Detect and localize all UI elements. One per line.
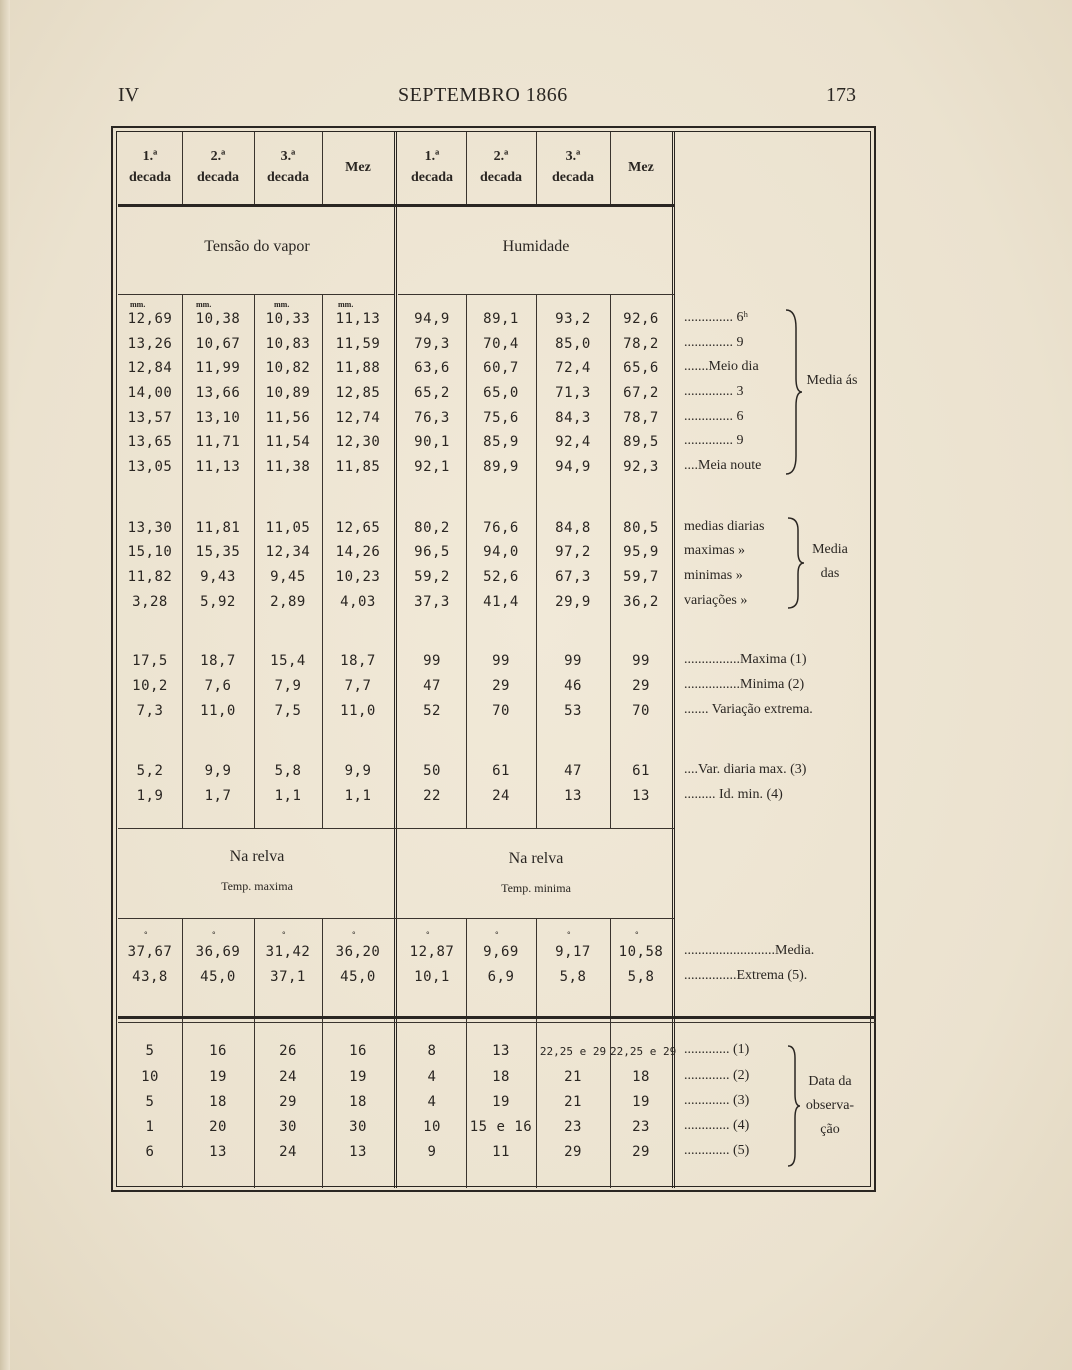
table-cell: 99 (564, 653, 582, 669)
row-label: ................Minima (2) (684, 677, 805, 692)
table-cell: 65,2 (414, 385, 450, 401)
brace-label-media-das: Media das (812, 542, 848, 581)
table-cell: 52 (423, 703, 441, 719)
table-cell: 5,8 (274, 763, 302, 779)
table-cell: 10,58 (618, 944, 664, 960)
section-rule-left (118, 294, 394, 295)
table-cell: 23 (564, 1119, 582, 1135)
table-cell: 29 (492, 678, 510, 694)
table-cell: 72,4 (555, 360, 591, 376)
table-cell: 60,7 (483, 360, 519, 376)
table-cell: 13,66 (195, 385, 241, 401)
table-cell: 36,2 (623, 594, 659, 610)
table-cell: 16 (209, 1043, 227, 1059)
section-subtitle-temp-maxima: Temp. maxima (221, 879, 293, 893)
degree-mark: ° (144, 930, 148, 940)
table-cell: 15 e 16 (469, 1119, 533, 1135)
row-label: ...............Extrema (5). (684, 968, 808, 983)
row-label: .............. 9 (684, 433, 744, 448)
table-cell: 7,7 (344, 678, 372, 694)
table-cell: 10,83 (265, 336, 311, 352)
table-cell: 6 (145, 1144, 155, 1160)
table-cell: 36,20 (335, 944, 381, 960)
table-cell: 7,5 (274, 703, 302, 719)
table-cell: 1,7 (204, 788, 232, 804)
table-cell: 18 (349, 1094, 367, 1110)
column-header-ordinal: 2.ª (493, 149, 509, 164)
row-label: ....Var. diaria max. (3) (684, 762, 807, 777)
table-cell: 9,9 (344, 763, 372, 779)
row-label: ....Meia noute (684, 458, 762, 473)
table-cell: 80,5 (623, 520, 659, 536)
table-cell: 75,6 (483, 410, 519, 426)
table-cell: 11,54 (265, 434, 311, 450)
table-cell: 5 (145, 1094, 155, 1110)
relva-bottom-rule (118, 918, 674, 919)
degree-mark: ° (495, 930, 499, 940)
table-cell: 9,43 (200, 569, 236, 585)
table-cell: 36,69 (195, 944, 241, 960)
table-cell: 41,4 (483, 594, 519, 610)
table-cell: 7,3 (136, 703, 164, 719)
section-title-humidade: Humidade (502, 238, 570, 255)
table-cell: 80,2 (414, 520, 450, 536)
degree-mark: ° (635, 930, 639, 940)
column-header-ordinal: 3.ª (280, 149, 296, 164)
table-cell: 13,05 (127, 459, 173, 475)
table-cell: 10,38 (195, 311, 241, 327)
table-cell: 30 (279, 1119, 297, 1135)
table-cell: 23 (632, 1119, 650, 1135)
table-cell: 85,9 (483, 434, 519, 450)
table-cell: 12,87 (409, 944, 455, 960)
table-cell: 92,4 (555, 434, 591, 450)
table-cell: 21 (564, 1069, 582, 1085)
column-header-ordinal: 2.ª (210, 149, 226, 164)
header-bottom-rule (118, 204, 674, 207)
table-cell: 13,65 (127, 434, 173, 450)
column-header-4: Mez (345, 160, 371, 175)
table-cell: 94,9 (414, 311, 450, 327)
table-cell: 99 (492, 653, 510, 669)
table-cell: 84,3 (555, 410, 591, 426)
section-subtitle-temp-minima: Temp. minima (501, 881, 571, 895)
table-cell: 5,92 (200, 594, 236, 610)
table-cell: 11,13 (335, 311, 381, 327)
table-cell: 84,8 (555, 520, 591, 536)
column-header-ordinal: 1.ª (424, 149, 440, 164)
table-cell: 11 (492, 1144, 510, 1160)
book-spine-shadow (0, 0, 10, 1370)
table-cell: 12,34 (265, 544, 311, 560)
table-cell: 29 (632, 678, 650, 694)
table-cell: 9,45 (270, 569, 306, 585)
table-cell: 10 (141, 1069, 159, 1085)
table-cell: 22,25 e 29 (610, 1045, 677, 1058)
table-cell: 11,0 (340, 703, 376, 719)
table-cell: 4,03 (340, 594, 376, 610)
row-label: minimas » (684, 568, 743, 583)
table-cell: 63,6 (414, 360, 450, 376)
row-label: variações » (684, 593, 748, 608)
table-cell: 19 (209, 1069, 227, 1085)
double-divider-right (672, 132, 675, 1188)
table-cell: 11,99 (195, 360, 241, 376)
table-cell: 46 (564, 678, 582, 694)
table-cell: 1,9 (136, 788, 164, 804)
row-label: ............. (2) (684, 1068, 750, 1083)
column-header-7 (536, 146, 610, 188)
table-cell: 3,28 (132, 594, 168, 610)
page-title: SEPTEMBRO 1866 (398, 84, 568, 106)
table-cell: 5,2 (136, 763, 164, 779)
row-label: medias diarias (684, 519, 765, 534)
column-header-word: decada (480, 170, 522, 185)
table-cell: 99 (632, 653, 650, 669)
table-cell: 10,1 (414, 969, 450, 985)
table-cell: 2,89 (270, 594, 306, 610)
table-cell: 65,6 (623, 360, 659, 376)
row-label: ............. (3) (684, 1093, 750, 1108)
table-cell: 76,3 (414, 410, 450, 426)
degree-mark: ° (426, 930, 430, 940)
unit-mm-col4: mm. (338, 300, 354, 309)
table-cell: 89,9 (483, 459, 519, 475)
table-cell: 79,3 (414, 336, 450, 352)
unit-mm-col1: mm. (130, 300, 146, 309)
table-cell: 13,26 (127, 336, 173, 352)
column-header-2 (182, 146, 254, 188)
section-title-tensao: Tensão do vapor (204, 238, 310, 255)
table-cell: 11,56 (265, 410, 311, 426)
table-cell: 7,6 (204, 678, 232, 694)
row-label: .............. 9 (684, 335, 744, 350)
table-cell: 19 (632, 1094, 650, 1110)
table-cell: 18,7 (200, 653, 236, 669)
table-cell: 11,38 (265, 459, 311, 475)
table-cell: 12,74 (335, 410, 381, 426)
table-cell: 95,9 (623, 544, 659, 560)
table-cell: 11,81 (195, 520, 241, 536)
table-cell: 24 (492, 788, 510, 804)
table-cell: 11,0 (200, 703, 236, 719)
lower-double-rule (118, 1016, 876, 1019)
column-header-word: decada (267, 170, 309, 185)
column-header-word: decada (411, 170, 453, 185)
row-label: ....... Variação extrema. (684, 702, 813, 717)
table-cell: 13 (564, 788, 582, 804)
table-cell: 11,88 (335, 360, 381, 376)
table-cell: 26 (279, 1043, 297, 1059)
column-header-1 (118, 146, 182, 188)
table-cell: 12,30 (335, 434, 381, 450)
table-cell: 13 (349, 1144, 367, 1160)
table-cell: 11,59 (335, 336, 381, 352)
table-cell: 18 (209, 1094, 227, 1110)
table-cell: 10 (423, 1119, 441, 1135)
double-divider-center (394, 132, 397, 1188)
table-cell: 45,0 (340, 969, 376, 985)
table-cell: 59,7 (623, 569, 659, 585)
brace-media-as (784, 308, 804, 476)
column-header-6 (466, 146, 536, 188)
table-cell: 52,6 (483, 569, 519, 585)
table-cell: 15,35 (195, 544, 241, 560)
table-cell: 21 (564, 1094, 582, 1110)
table-cell: 17,5 (132, 653, 168, 669)
table-cell: 89,1 (483, 311, 519, 327)
table-cell: 20 (209, 1119, 227, 1135)
table-cell: 12,69 (127, 311, 173, 327)
table-cell: 8 (427, 1043, 437, 1059)
column-header-3 (254, 146, 322, 188)
degree-mark: ° (352, 930, 356, 940)
row-label: .............. 3 (684, 384, 744, 399)
column-header-word: decada (129, 170, 171, 185)
row-label: maximas » (684, 543, 746, 558)
table-cell: 12,65 (335, 520, 381, 536)
table-cell: 94,0 (483, 544, 519, 560)
table-cell: 65,0 (483, 385, 519, 401)
row-label: ................Maxima (1) (684, 652, 807, 667)
table-cell: 15,4 (270, 653, 306, 669)
table-cell: 19 (492, 1094, 510, 1110)
table-cell: 24 (279, 1144, 297, 1160)
section-title-relva-right: Na relva (508, 850, 564, 867)
table-cell: 18 (632, 1069, 650, 1085)
table-cell: 53 (564, 703, 582, 719)
row-label: .............. 6ʰ (684, 310, 748, 325)
row-label: ............. (1) (684, 1042, 750, 1057)
table-cell: 29,9 (555, 594, 591, 610)
section-rule-right (398, 294, 674, 295)
row-label: ............. (4) (684, 1118, 750, 1133)
table-cell: 11,13 (195, 459, 241, 475)
row-label: ..........................Media. (684, 943, 815, 958)
table-cell: 4 (427, 1094, 437, 1110)
table-cell: 1,1 (274, 788, 302, 804)
table-cell: 78,2 (623, 336, 659, 352)
table-cell: 13,10 (195, 410, 241, 426)
lower-double-rule-2 (118, 1022, 876, 1023)
table-cell: 50 (423, 763, 441, 779)
unit-mm-col2: mm. (196, 300, 212, 309)
table-cell: 61 (492, 763, 510, 779)
table-cell: 67,3 (555, 569, 591, 585)
table-cell: 90,1 (414, 434, 450, 450)
table-cell: 9,69 (483, 944, 519, 960)
table-cell: 45,0 (200, 969, 236, 985)
table-cell: 99 (423, 653, 441, 669)
table-cell: 22 (423, 788, 441, 804)
brace-media-das (786, 516, 806, 610)
table-cell: 67,2 (623, 385, 659, 401)
table-cell: 92,3 (623, 459, 659, 475)
degree-mark: ° (282, 930, 286, 940)
table-cell: 14,26 (335, 544, 381, 560)
table-cell: 5,8 (559, 969, 587, 985)
table-cell: 10,23 (335, 569, 381, 585)
table-cell: 13,30 (127, 520, 173, 536)
table-cell: 11,82 (127, 569, 173, 585)
column-header-ordinal: 1.ª (142, 149, 158, 164)
table-cell: 18,7 (340, 653, 376, 669)
table-cell: 7,9 (274, 678, 302, 694)
row-label: ............. (5) (684, 1143, 750, 1158)
unit-mm-col3: mm. (274, 300, 290, 309)
table-cell: 11,05 (265, 520, 311, 536)
table-cell: 70 (632, 703, 650, 719)
table-cell: 13,57 (127, 410, 173, 426)
column-header-word: decada (552, 170, 594, 185)
column-header-8: Mez (628, 160, 654, 175)
table-cell: 13 (209, 1144, 227, 1160)
table-cell: 13 (492, 1043, 510, 1059)
page-number: 173 (826, 84, 856, 106)
table-cell: 10,2 (132, 678, 168, 694)
table-cell: 22,25 e 29 (539, 1045, 607, 1058)
section-number: IV (118, 84, 140, 106)
table-cell: 94,9 (555, 459, 591, 475)
relva-top-rule (118, 828, 674, 829)
table-cell: 85,0 (555, 336, 591, 352)
table-cell: 10,82 (265, 360, 311, 376)
table-cell: 93,2 (555, 311, 591, 327)
table-cell: 5 (145, 1043, 155, 1059)
column-header-word: decada (197, 170, 239, 185)
row-label: .............. 6 (684, 409, 744, 424)
table-cell: 9,17 (555, 944, 591, 960)
table-cell: 76,6 (483, 520, 519, 536)
row-label: ......... Id. min. (4) (684, 787, 783, 802)
table-cell: 71,3 (555, 385, 591, 401)
table-cell: 11,71 (195, 434, 241, 450)
degree-mark: ° (567, 930, 571, 940)
table-cell: 24 (279, 1069, 297, 1085)
table-cell: 37,67 (127, 944, 173, 960)
table-cell: 97,2 (555, 544, 591, 560)
table-cell: 37,3 (414, 594, 450, 610)
column-header-ordinal: 3.ª (565, 149, 581, 164)
row-label: .......Meio dia (684, 359, 759, 374)
table-cell: 70,4 (483, 336, 519, 352)
table-cell: 61 (632, 763, 650, 779)
table-cell: 96,5 (414, 544, 450, 560)
brace-label-media-as: Media ás (806, 373, 858, 388)
table-cell: 92,1 (414, 459, 450, 475)
table-cell: 92,6 (623, 311, 659, 327)
table-cell: 37,1 (270, 969, 306, 985)
table-cell: 47 (423, 678, 441, 694)
table-cell: 12,85 (335, 385, 381, 401)
section-title-relva-left: Na relva (229, 848, 285, 865)
table-cell: 5,8 (627, 969, 655, 985)
table-cell: 18 (492, 1069, 510, 1085)
table-cell: 31,42 (265, 944, 311, 960)
table-cell: 19 (349, 1069, 367, 1085)
table-cell: 11,85 (335, 459, 381, 475)
table-cell: 10,67 (195, 336, 241, 352)
table-cell: 78,7 (623, 410, 659, 426)
table-cell: 43,8 (132, 969, 168, 985)
table-cell: 47 (564, 763, 582, 779)
table-cell: 14,00 (127, 385, 173, 401)
table-cell: 89,5 (623, 434, 659, 450)
table-cell: 29 (632, 1144, 650, 1160)
table-cell: 29 (279, 1094, 297, 1110)
table-cell: 4 (427, 1069, 437, 1085)
table-cell: 1,1 (344, 788, 372, 804)
table-cell: 30 (349, 1119, 367, 1135)
table-cell: 6,9 (487, 969, 515, 985)
table-cell: 12,84 (127, 360, 173, 376)
degree-mark: ° (212, 930, 216, 940)
table-cell: 29 (564, 1144, 582, 1160)
table-cell: 9,9 (204, 763, 232, 779)
table-cell: 70 (492, 703, 510, 719)
brace-label-data-observacao: Data da observa- ção (805, 1074, 855, 1137)
table-cell: 9 (427, 1144, 437, 1160)
table-cell: 16 (349, 1043, 367, 1059)
page-header (0, 84, 1072, 110)
table-cell: 59,2 (414, 569, 450, 585)
table-cell: 10,89 (265, 385, 311, 401)
table-cell: 15,10 (127, 544, 173, 560)
table-cell: 1 (145, 1119, 155, 1135)
table-cell: 10,33 (265, 311, 311, 327)
table-cell: 13 (632, 788, 650, 804)
column-header-5 (398, 146, 466, 188)
